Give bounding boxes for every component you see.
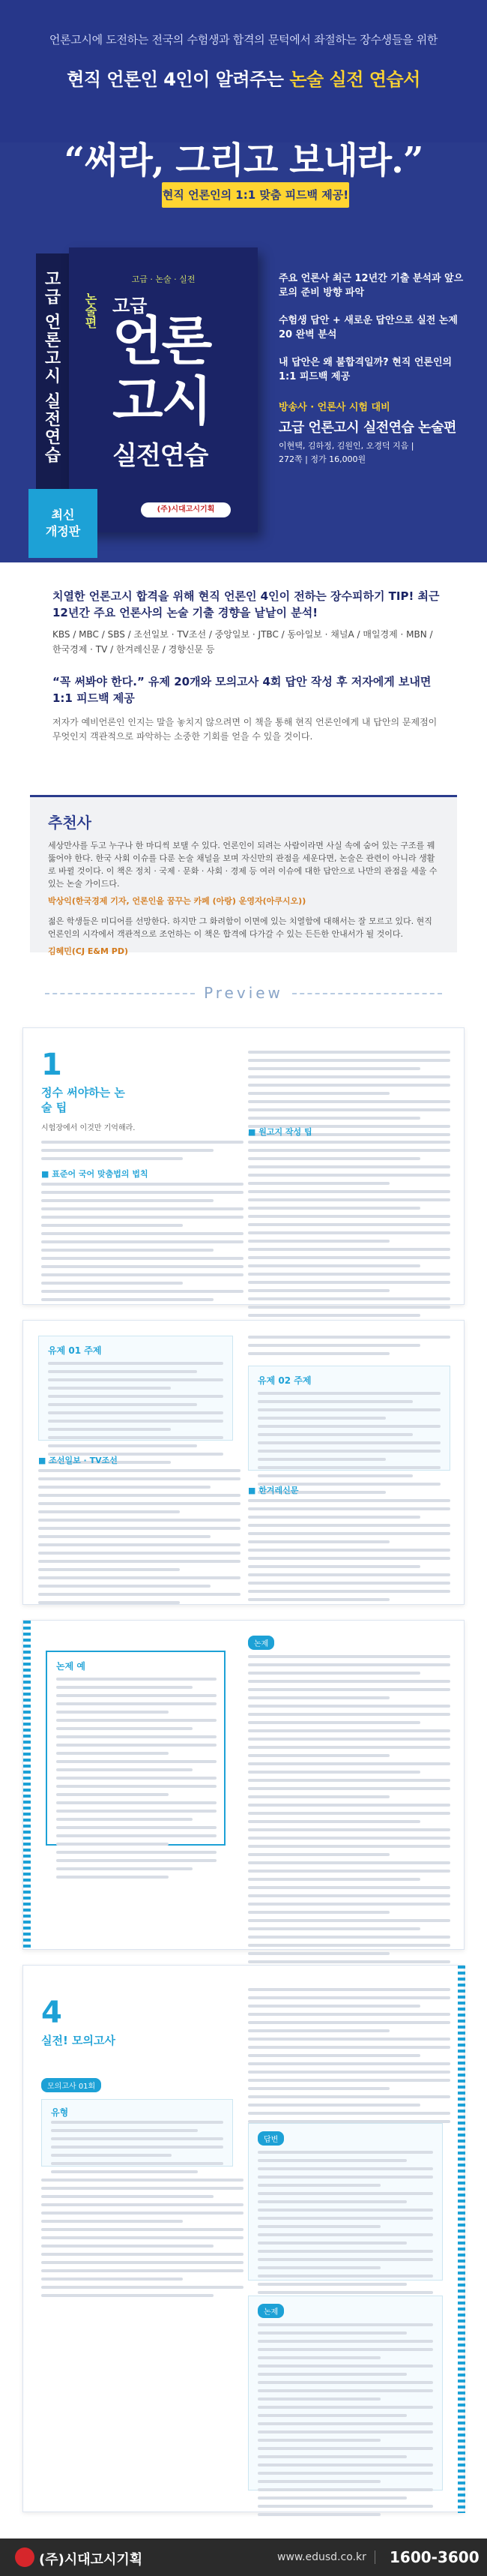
section-heading-3: ■ 조선일보 · TV조선 [38, 1456, 118, 1465]
mock-exam-type-box [41, 2099, 233, 2167]
edition-badge-text: 최신 개정판 [45, 508, 81, 538]
recommendation-box [30, 795, 457, 956]
quote-title: “써라, 그리고 보내라.” [64, 139, 423, 181]
chapter-number-4: 4 [41, 1996, 62, 2030]
topic-box-1 [38, 1336, 233, 1441]
topic-box-2-lines [258, 1392, 441, 1499]
feedback-tag: 논제 [258, 2304, 284, 2318]
book-title: 고급 언론고시 실전연습 논술편 [279, 420, 456, 436]
preview-page-3 [22, 1620, 465, 1950]
answer-box [248, 2123, 443, 2281]
edition-badge [28, 489, 97, 558]
example-box-title: 논제 예 [56, 1661, 85, 1672]
cover-title-3: 고시 [112, 370, 211, 432]
page-4-left-body [41, 2179, 244, 2302]
hero-banner [0, 0, 487, 795]
recommendation-title: 추천사 [48, 814, 91, 832]
section-heading-2: ■ 원고지 작성 팁 [248, 1127, 312, 1137]
footer-bar [0, 2539, 487, 2576]
page-3-stripe [23, 1621, 31, 1951]
website-link[interactable]: www.edusd.co.kr [277, 2551, 366, 2563]
preview-label: Preview [204, 984, 283, 1002]
feedback-box-lines [258, 2323, 433, 2521]
page-3-right-body [248, 1655, 450, 2010]
page-2-right-top [248, 1336, 450, 1360]
mock-exam-tag: 모의고사 01회 [41, 2078, 101, 2092]
chapter-title: 정수 써야하는 논술 팁 [41, 1086, 125, 1114]
spine-title: 고급 언론고시 실전연습 [42, 270, 61, 465]
description-headline-2: “꼭 써봐야 한다.” 유제 20개와 모의고사 4회 답안 작성 후 저자에게 보내면 1:1 피드백 제공 [52, 675, 432, 705]
recommendation-signature-1: 박상익(한국경제 기자, 언론인을 꿈꾸는 카페 (아랑) 운영자(아쿠시오)) [48, 896, 306, 906]
recommendation-signature-2: 김혜민(CJ E&M PD) [48, 946, 129, 956]
topic-tag: 논제 [248, 1636, 274, 1650]
preview-page-1 [22, 1027, 465, 1305]
description-band [0, 562, 487, 795]
description-companies: KBS / MBC / SBS / 조선일보 · TV조선 / 중앙일보 · JTBC / 동아일보 · 채널A / 매일경제 · MBN / 한국경제 · TV / 한겨레신문 / 경향신문 등 [52, 629, 433, 655]
page-4-stripe [458, 1966, 465, 2513]
book-spec: 272쪽 | 정가 16,000원 [279, 454, 366, 464]
page-1-right-body-2 [248, 1141, 450, 1322]
intro-line-1: 언론고시에 도전하는 전국의 수험생과 합격의 문턱에서 좌절하는 장수생들을 위한 [49, 33, 438, 46]
example-box-lines [56, 1678, 217, 1884]
feedback-ribbon: 현직 언론인의 1:1 맞춤 피드백 제공! [162, 182, 349, 208]
cover-series: 논술편 [83, 292, 97, 328]
cover-publisher: (주)시대고시기획 [141, 502, 231, 517]
feature-3: 내 답안은 왜 불합격일까? 현직 언론인의 1:1 피드백 제공 [279, 357, 453, 382]
chapter-subtitle: 시험장에서 이것만 기억해라. [41, 1124, 136, 1132]
preview-page-4 [22, 1965, 465, 2512]
page-4-right-body [248, 1988, 450, 2137]
phone-number[interactable]: 1600-3600 [390, 2548, 480, 2566]
mock-exam-type-label: 유형 [51, 2107, 69, 2118]
example-box [46, 1651, 226, 1846]
recommendation-paragraph-1: 세상만사를 두고 누구나 한 마디씩 보탤 수 있다. 언론인이 되려는 사람이라면 사실 속에 숨어 있는 구조를 꿰뚫어야 한다. 한국 사회 이슈를 다룬 논술 채널을 보며 자신만의 관점을 세운다면, 논술은 관련이 아니라 생활로 바뀔 것이다. 이 책은 정치 · 국제 · 문화 · 사회 · 경제 등 여러 이슈에 대한 답안으로 나만의 관점을 세울 수 있는 논술 가이드다. [48, 841, 438, 889]
book-authors: 이현택, 김하정, 김원인, 오경덕 지음 | [279, 441, 414, 451]
feature-2: 수험생 답안 + 새로운 답안으로 실전 논제 20 완벽 분석 [279, 315, 458, 340]
section-heading: ■ 표준어 국어 맞춤법의 법칙 [41, 1169, 148, 1179]
mock-exam-type-lines [51, 2121, 223, 2179]
cover-title-1: 고급 [112, 295, 148, 316]
recommendation-body [48, 839, 438, 958]
intro-highlight: 논술 실전 연습서 [289, 69, 420, 90]
page-2-left-body [38, 1469, 241, 1609]
page-2-right-body [248, 1499, 450, 1606]
preview-divider [0, 975, 487, 1011]
chapter-number: 1 [41, 1048, 62, 1082]
company-name: (주)시대고시기획 [39, 2552, 143, 2568]
topic-box-2-title: 유제 02 주제 [258, 1375, 312, 1386]
preview-page-2 [22, 1320, 465, 1605]
recommendation-paragraph-2: 젊은 학생들은 미디어를 선망한다. 하지만 그 화려함이 이면에 있는 치열함에 대해서는 잘 모르고 있다. 현직 언론인의 시각에서 객관적으로 조언하는 이 책은 합격에 다가갈 수 있는 든든한 안내서가 될 것이다. [48, 916, 432, 939]
feature-1: 주요 언론사 최근 12년간 기출 분석과 앞으로의 준비 방향 파악 [279, 273, 464, 298]
intro-line-2 [0, 64, 487, 91]
feature-tag: 방송사 · 언론사 시험 대비 [279, 402, 390, 413]
page-1-left-text [41, 1141, 244, 1165]
cover-title-4: 실전연습 [112, 441, 208, 471]
cover-small-caption: 고급 · 논술 · 실전 [131, 274, 196, 284]
chapter-title-4: 실전! 모의고사 [41, 2034, 116, 2047]
topic-box-1-title: 유제 01 주제 [48, 1345, 102, 1356]
quote-block [0, 124, 487, 236]
answer-tag: 답변 [258, 2131, 284, 2146]
answer-box-lines [258, 2151, 433, 2308]
description-headline: 치열한 언론고시 합격을 위해 현직 언론인 4인이 전하는 장수피하기 TIP! 최근 12년간 주요 언론사의 논술 기출 경향을 낱낱이 분석! [52, 589, 440, 619]
topic-box-1-lines [48, 1362, 223, 1469]
company-logo-icon [15, 2548, 34, 2567]
intro-line-2-text: 현직 언론인 4인이 알려주는 [67, 69, 290, 90]
cover-title-2: 언론 [112, 310, 211, 372]
section-heading-4: ■ 한겨레신문 [248, 1486, 299, 1495]
page-1-left-body [41, 1183, 244, 1306]
description-body: 저자가 예비언론인 인지는 말을 놓치지 않으려면 이 책을 통해 현직 언론인에게 내 답안의 문제점이 무엇인지 객관적으로 파악하는 소중한 기회를 얻을 수 있을 것이다. [52, 717, 438, 742]
topic-box-2 [248, 1366, 450, 1471]
feedback-box [248, 2296, 443, 2491]
